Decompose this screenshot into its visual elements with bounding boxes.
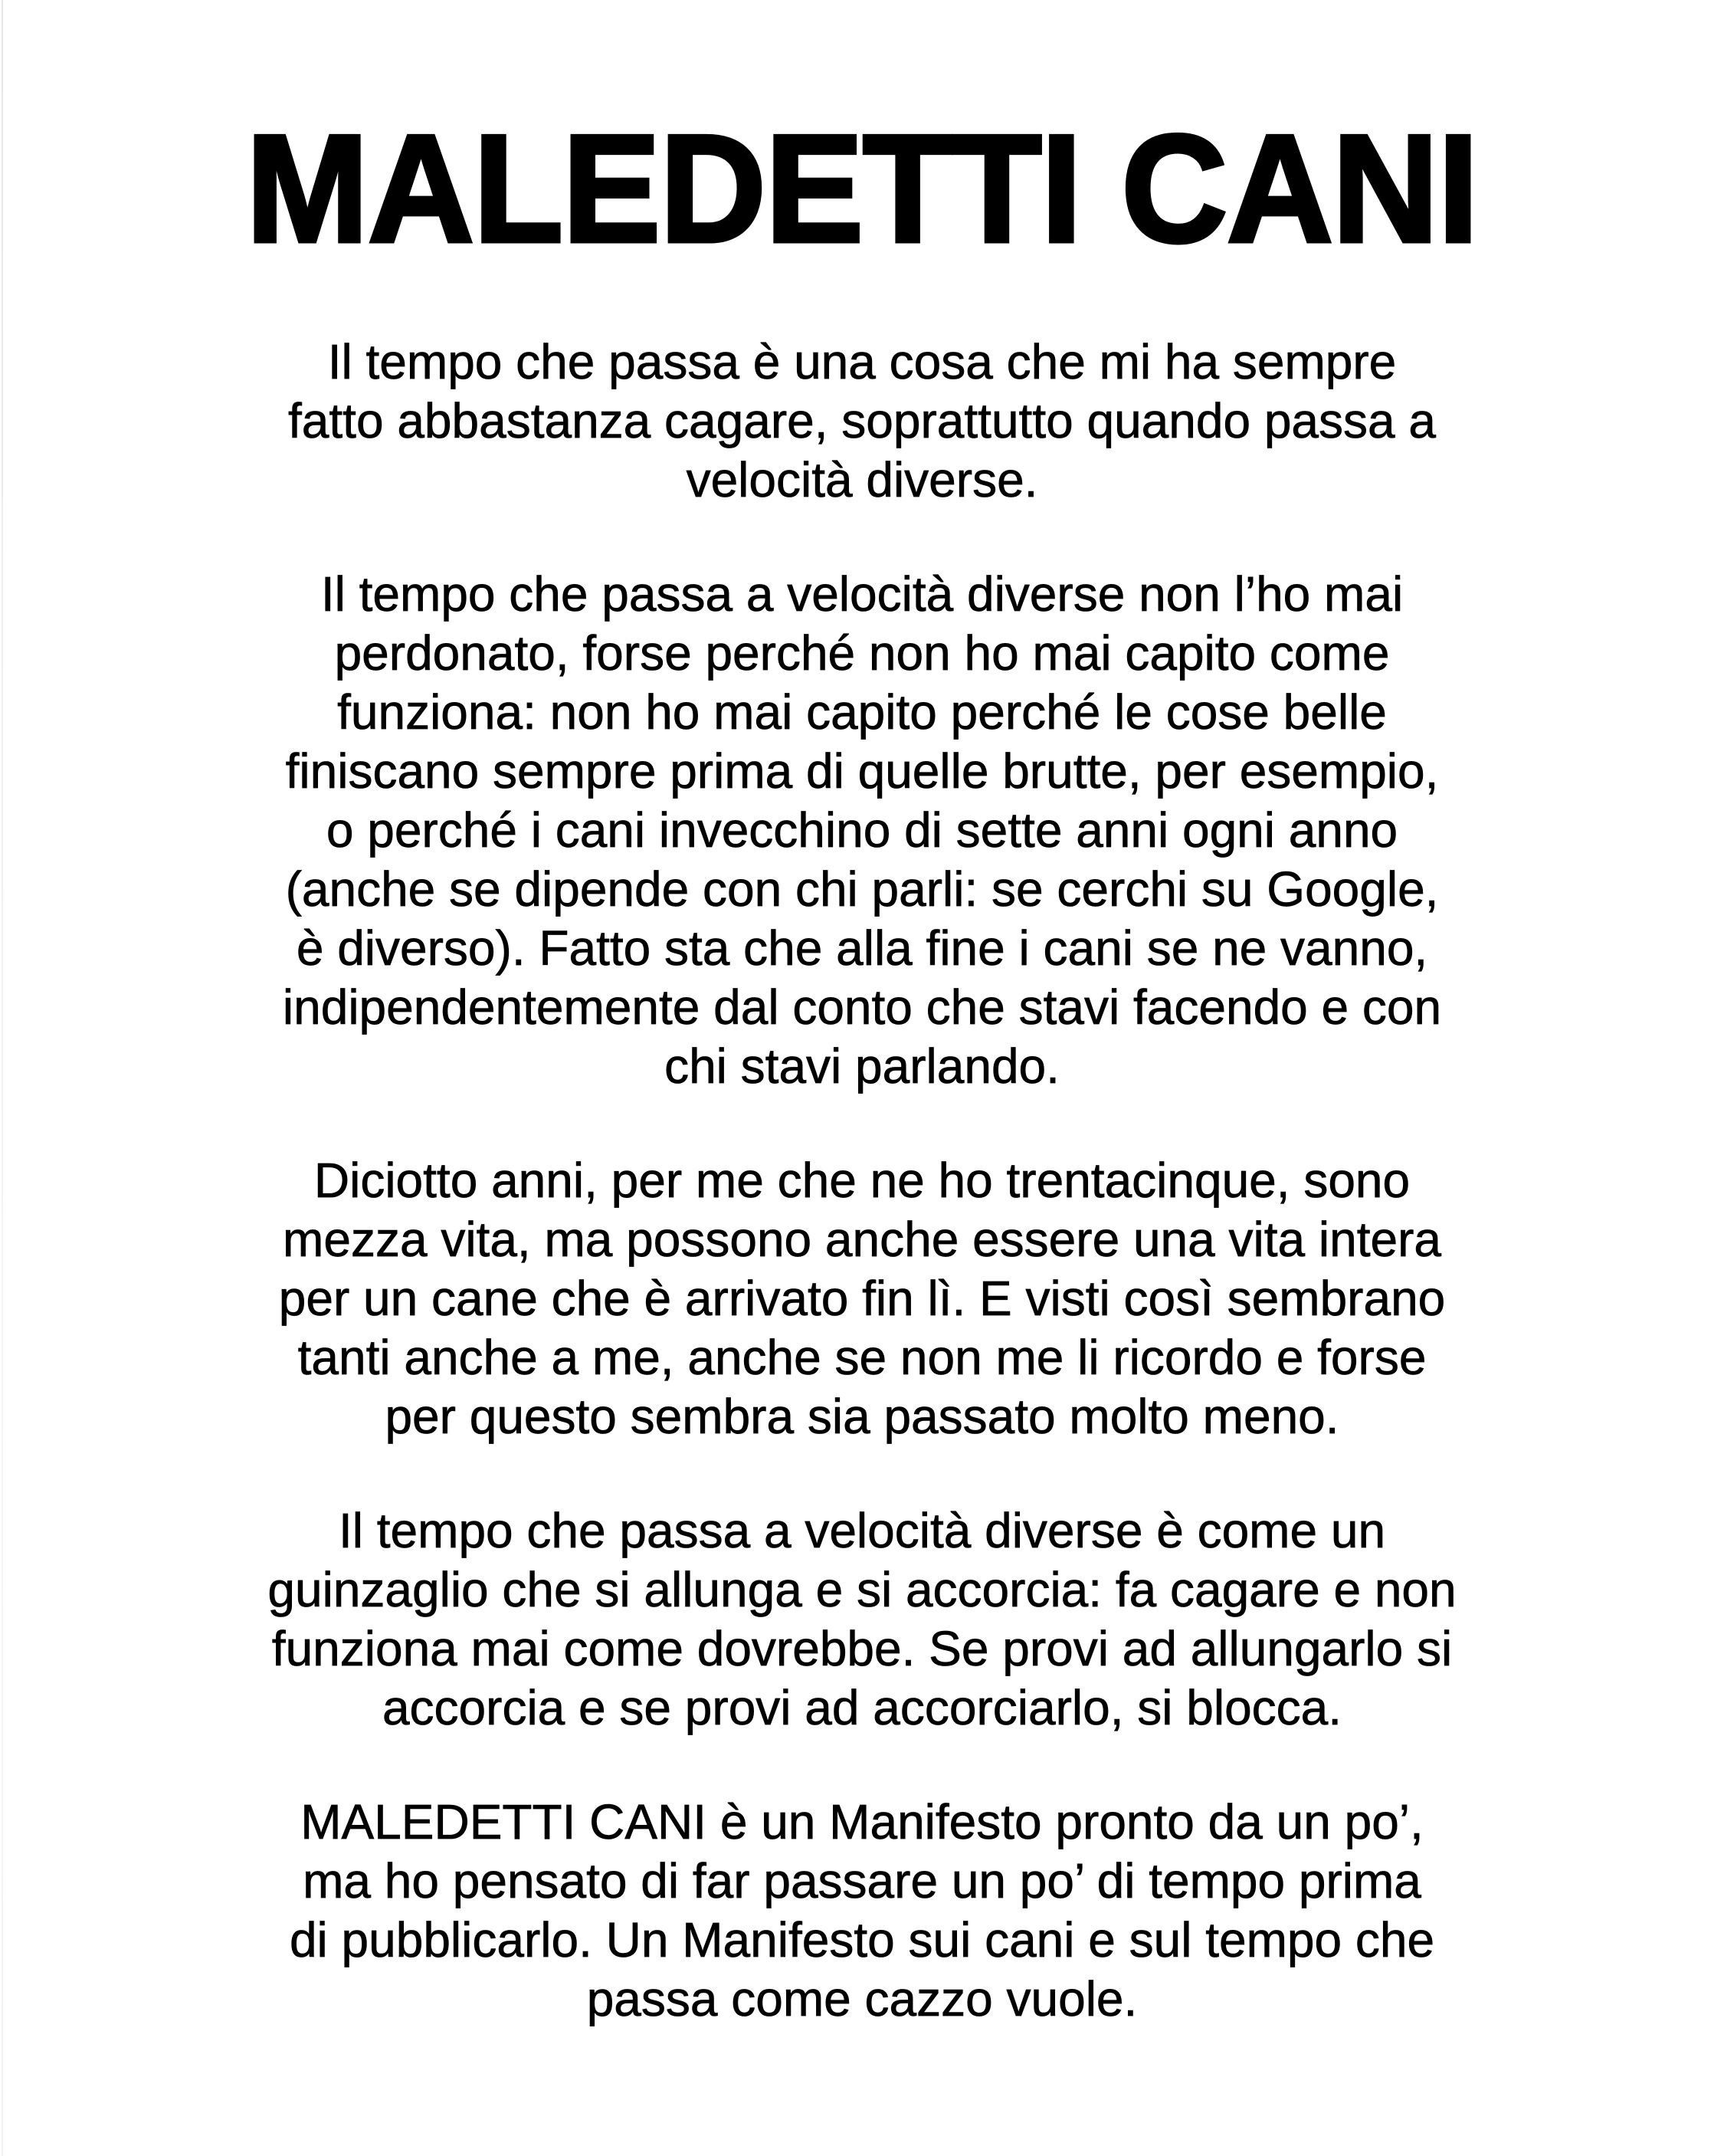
paragraph-3: Diciotto anni, per me che ne ho trentacinque, sono mezza vita, ma possono anche essere una vita intera per un cane che è arrivato fin lì. E visti così sembrano tanti anche a me, anche se non me li ricordo e forse per questo sembra sia passato molto meno. [278,1153,1446,1444]
paragraph-2: Il tempo che passa a velocità diverse non l’ho mai perdonato, forse perché non ho mai capito come funziona: non ho mai capito perché le cose belle finiscano sempre prima di quelle brutte, per esempio, o perché i cani invecchino di sette anni ogni anno (anche se dipende con chi parli: se cerchi su Google, è diverso). Fatto sta che alla fine i cani se ne vanno, indipendentemente dal conto che stavi facendo e con chi stavi parlando. [282,566,1442,1094]
body-text [0,333,1724,2029]
paragraph-1: Il tempo che passa è una cosa che mi ha sempre fatto abbastanza cagare, soprattutto quando passa a velocità diverse. [288,334,1436,507]
paragraph-5: MALEDETTI CANI è un Manifesto pronto da un po’, ma ho pensato di far passare un po’ di tempo prima di pubblicarlo. Un Manifesto sui cani e sul tempo che passa come cazzo vuole. [289,1794,1435,2026]
page-title: MALEDETTI CANI [246,103,1478,274]
paragraph-4: Il tempo che passa a velocità diverse è come un guinzaglio che si allunga e si accorcia: fa cagare e non funziona mai come dovrebbe. Se provi ad allungarlo si accorcia e se provi ad accorciarlo, si blocca. [267,1503,1457,1735]
